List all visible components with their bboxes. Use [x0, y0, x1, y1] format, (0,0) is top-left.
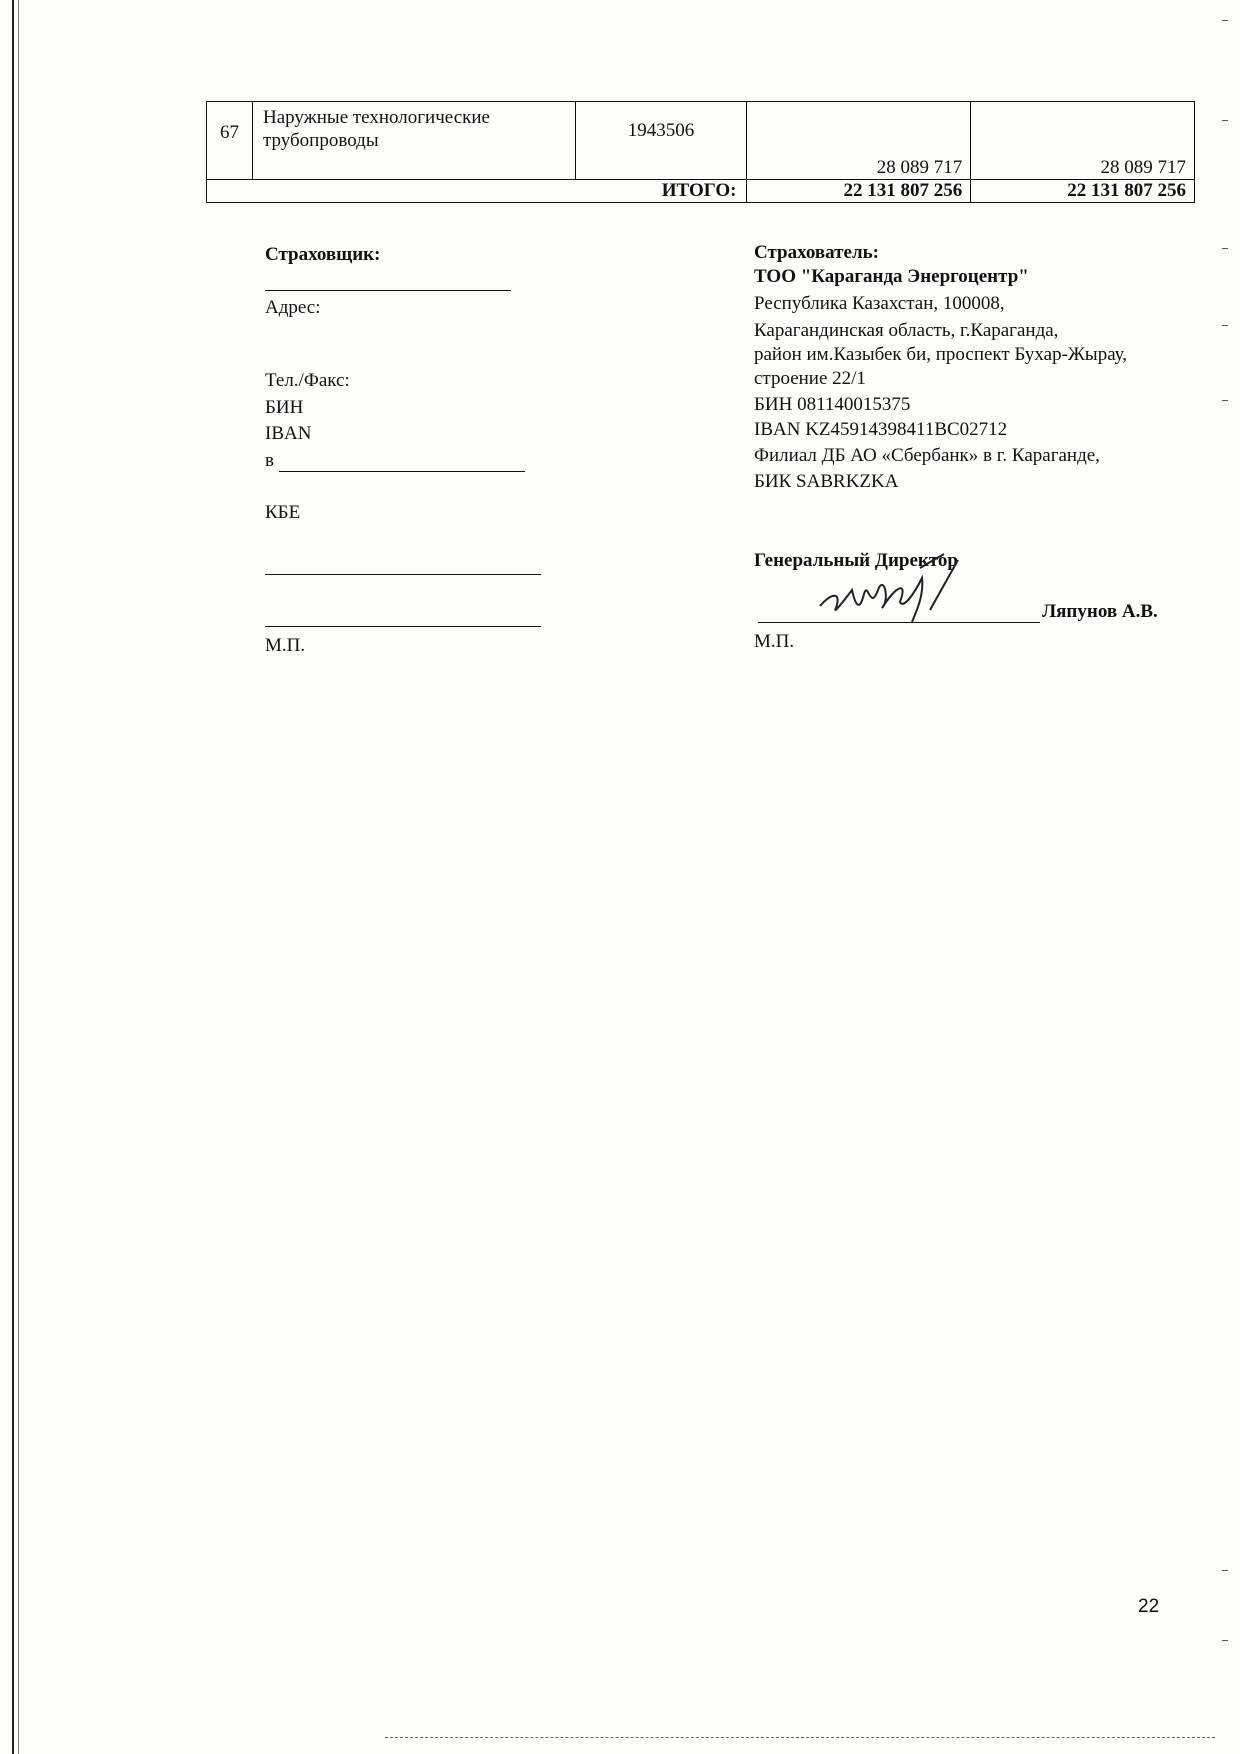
insured-stamp-label: М.П.	[754, 631, 795, 652]
insured-bank: Филиал ДБ АО «Сбербанк» в г. Караганде,	[754, 445, 1100, 466]
insurer-kbe-label: КБЕ	[265, 502, 301, 523]
total-insured-value: 22 131 807 256	[971, 180, 1195, 203]
value-cell: 28 089 717	[747, 102, 971, 180]
total-value: 22 131 807 256	[747, 180, 971, 203]
insured-iban: IBAN KZ45914398411BC02712	[754, 419, 1008, 440]
total-row	[207, 180, 1195, 203]
total-label: ИТОГО:	[207, 180, 747, 203]
insurer-address-label: Адрес:	[265, 297, 321, 318]
insured-signer-name: Ляпунов А.В.	[1042, 601, 1158, 622]
inventory-number: 1943506	[575, 102, 747, 180]
scan-tick	[1222, 1640, 1228, 1641]
insurer-name-line	[265, 290, 511, 291]
scan-tick	[1222, 325, 1228, 326]
insurer-bank-label: в	[265, 450, 274, 471]
insured-address-line4: строение 22/1	[754, 368, 866, 389]
scan-tick	[1222, 248, 1228, 249]
scan-edge-secondary	[18, 0, 19, 1754]
object-name-line2: трубопроводы	[262, 130, 379, 151]
table-row	[207, 102, 1195, 180]
insurer-phone-label: Тел./Факс:	[265, 370, 350, 391]
scan-tick	[1222, 20, 1228, 21]
object-name	[252, 102, 575, 180]
insurer-stamp-label: М.П.	[265, 635, 306, 656]
insured-address-line1: Республика Казахстан, 100008,	[754, 293, 1005, 314]
insured-value-cell: 28 089 717	[971, 102, 1195, 180]
insurer-heading: Страховщик:	[265, 244, 381, 265]
scan-tick	[1222, 120, 1228, 121]
insurer-iban-label: IBAN	[265, 423, 312, 444]
valuation-table	[206, 101, 1195, 203]
insured-company: ТОО "Караганда Энергоцентр"	[754, 266, 1029, 287]
insurer-bin-label: БИН	[265, 397, 304, 418]
object-name-line1: Наружные технологические	[262, 107, 490, 128]
signature-icon	[812, 550, 972, 630]
insured-position: Генеральный Директор	[754, 550, 958, 571]
insured-bin: БИН 081140015375	[754, 394, 911, 415]
insured-address-line2: Карагандинская область, г.Караганда,	[754, 320, 1059, 341]
insured-address-line3: район им.Казыбек би, проспект Бухар-Жырау,	[754, 344, 1128, 365]
scan-tick	[1222, 400, 1228, 401]
page-number: 22	[1138, 1596, 1160, 1617]
scan-bottom-rule	[385, 1737, 1215, 1738]
insurer-position-line	[265, 574, 541, 575]
scan-tick	[1222, 1570, 1228, 1571]
insurer-signature-line	[265, 626, 541, 627]
row-number: 67	[207, 102, 253, 180]
insured-bik: БИК SABRKZKA	[754, 471, 899, 492]
insurer-bank-line	[279, 471, 525, 472]
scan-edge	[12, 0, 14, 1754]
insured-heading: Страхователь:	[754, 242, 879, 263]
